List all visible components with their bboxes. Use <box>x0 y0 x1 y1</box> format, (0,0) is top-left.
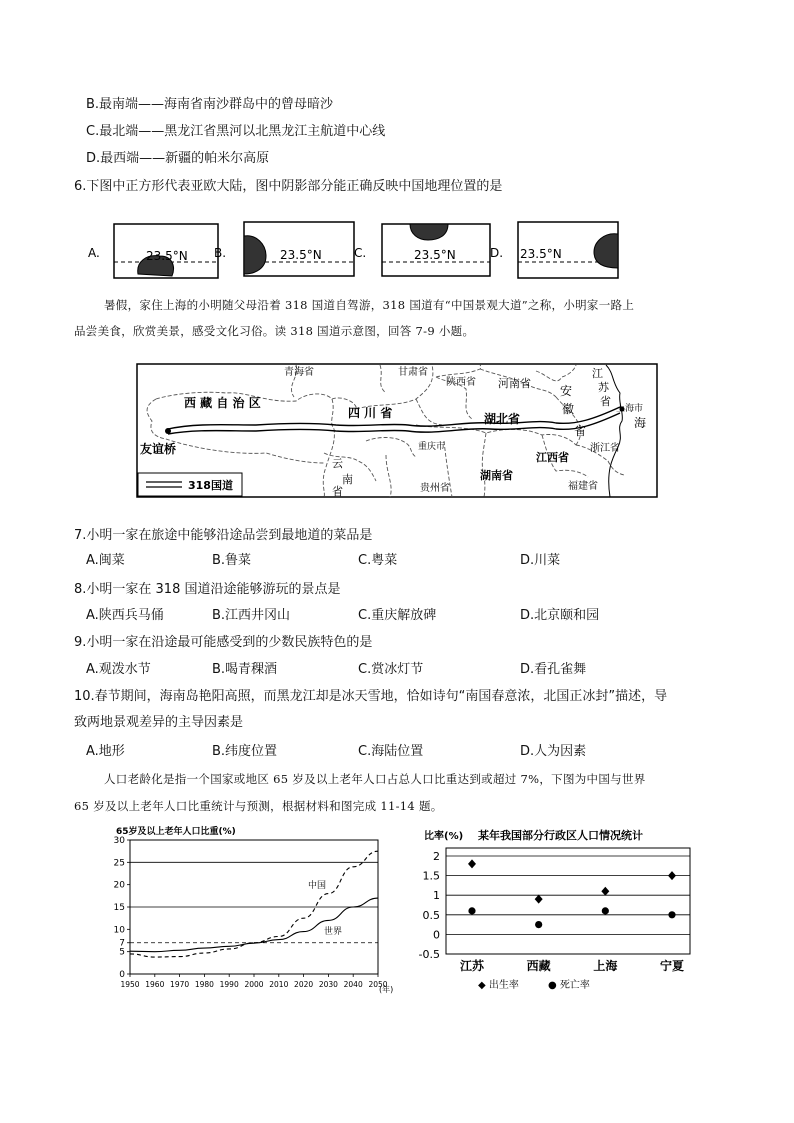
q10-line2: 致两地景观差异的主导因素是 <box>74 715 244 730</box>
legend-label: 318国道 <box>188 479 233 492</box>
q6-figure-b <box>244 222 354 276</box>
chart2-category-label: 西藏 <box>526 959 551 973</box>
chart2-ytick-label: 1 <box>433 889 440 903</box>
chart1-ytick-label: 15 <box>113 903 125 913</box>
q7-stem: 7.小明一家在旅途中能够沿途品尝到最地道的菜品是 <box>74 528 373 543</box>
chart2-birth-point <box>668 871 676 880</box>
map-legend <box>138 473 242 496</box>
q6-b-letter: B. <box>214 246 227 260</box>
label-yunnan-1: 云 <box>332 457 343 470</box>
chart1-xtick-label: 2020 <box>294 980 314 989</box>
q6-d-letter: D. <box>490 246 504 260</box>
label-chongqing: 重庆市 <box>418 442 446 452</box>
chart2-ytick-label: 1.5 <box>422 869 440 883</box>
q9-option-a: A.观泼水节 <box>86 662 151 677</box>
chart1-ytick-label: 30 <box>113 836 125 846</box>
chart1-xtick-label: 2040 <box>343 980 363 989</box>
youyiqiao-point <box>165 428 171 434</box>
q7-option-d: D.川菜 <box>520 553 561 568</box>
chart1-xtick-label: 1980 <box>194 980 214 989</box>
chart2-frame <box>446 848 690 954</box>
q6-figure-d <box>518 222 618 278</box>
label-guizhou: 贵州省 <box>420 483 450 494</box>
chart1-series-world <box>130 898 378 952</box>
label-jiangsu-3: 省 <box>600 395 611 408</box>
intro1-line2: 品尝美食，欣赏美景，感受文化习俗。读 318 国道示意图，回答 7-9 小题。 <box>74 324 475 338</box>
q9-option-c: C.赏冰灯节 <box>358 662 424 677</box>
label-anhui-1: 安 <box>560 384 573 398</box>
q6-a-letter: A. <box>88 246 100 260</box>
population-scatter-chart <box>412 826 702 998</box>
label-shaanxi: 陕西省 <box>446 377 476 388</box>
q10-option-a: A.地形 <box>86 744 125 759</box>
label-sichuan: 四 川 省 <box>348 406 393 420</box>
q8-option-d: D.北京颐和园 <box>520 608 600 623</box>
chart1-xtick-label: 1950 <box>120 980 140 989</box>
label-fujian: 福建省 <box>568 481 598 492</box>
label-jiangsu-1: 江 <box>592 367 603 380</box>
chart2-ytick-label: -0.5 <box>418 948 440 961</box>
label-yunnan-3: 省 <box>332 485 343 498</box>
label-hubei: 湖北省 <box>484 412 521 426</box>
chart2-legend-death: ● 死亡率 <box>548 980 590 991</box>
q6-stem: 6.下图中正方形代表亚欧大陆，图中阴影部分能正确反映中国地理位置的是 <box>74 179 503 194</box>
chart1-ytick-label: 0 <box>119 970 125 980</box>
intro2-line1: 人口老龄化是指一个国家或地区 65 岁及以上老年人口占总人口比重达到或超过 7%，下图为中国与世界 <box>104 772 646 786</box>
label-sea: 海 <box>634 416 647 430</box>
chart1-xtick-label: 2000 <box>244 980 264 989</box>
q6-a-lat: 23.5°N <box>146 249 188 263</box>
chart1-series-label-china: 中国 <box>308 881 327 891</box>
label-gansu: 甘肃省 <box>398 367 428 378</box>
chart2-death-point <box>468 907 475 914</box>
q6-c-lat: 23.5°N <box>414 248 456 262</box>
chart1-ylabel: 65岁及以上老年人口比重(%) <box>116 827 236 837</box>
label-qinghai: 青海省 <box>284 367 314 378</box>
q6-b-lat: 23.5°N <box>280 248 322 262</box>
label-youyiqiao: 友谊桥 <box>140 442 177 456</box>
label-jiangxi: 江西省 <box>536 451 569 464</box>
aging-line-chart <box>110 822 410 997</box>
chart1-xunit: (年) <box>379 985 394 994</box>
q8-option-a: A.陕西兵马俑 <box>86 608 164 623</box>
label-yunnan-2: 南 <box>342 473 353 486</box>
chart2-birth-point <box>601 887 609 896</box>
q7-option-c: C.粤菜 <box>358 553 398 568</box>
chart2-ytick-label: 2 <box>433 850 440 863</box>
chart1-xtick-label: 1960 <box>145 980 165 989</box>
chart1-series-china <box>130 851 378 957</box>
q6-figure-a <box>114 224 218 278</box>
chart1-series-label-world: 世界 <box>324 927 343 937</box>
label-anhui-3: 省 <box>574 424 587 438</box>
label-hunan: 湖南省 <box>480 469 513 482</box>
chart1-xtick-label: 2030 <box>318 980 338 989</box>
chart2-death-point <box>668 911 675 918</box>
chart2-category-label: 宁夏 <box>659 959 685 973</box>
intro2-line2: 65 岁及以上老年人口比重统计与预测，根据材料和图完成 11-14 题。 <box>74 799 443 813</box>
label-zhejiang: 浙江省 <box>590 443 620 454</box>
chart2-category-label: 江苏 <box>459 959 485 973</box>
intro1-line1: 暑假，家住上海的小明随父母沿着 318 国道自驾游，318 国道有“中国景观大道”之称，小明家一路上 <box>104 298 635 312</box>
q9-option-d: D.看孔雀舞 <box>520 662 587 677</box>
chart1-xtick-label: 1970 <box>170 980 190 989</box>
label-henan: 河南省 <box>498 377 531 390</box>
chart2-ytick-label: 0.5 <box>422 908 440 922</box>
chart2-death-point <box>602 907 609 914</box>
chart1-ytick-label: 20 <box>113 880 125 891</box>
label-shanghai-city: 上海市 <box>616 404 644 414</box>
q7-option-a: A.闽菜 <box>86 553 125 568</box>
q10-line1: 10.春节期间，海南岛艳阳高照，而黑龙江却是冰天雪地，恰如诗句“南国春意浓，北国正冰封”描述，导 <box>74 689 668 704</box>
q8-stem: 8.小明一家在 318 国道沿途能够游玩的景点是 <box>74 582 341 597</box>
chart2-ytick-label: 0 <box>433 928 440 942</box>
chart1-ytick-label: 5 <box>119 947 125 958</box>
label-jiangsu-2: 苏 <box>598 381 609 394</box>
chart2-title: 某年我国部分行政区人口情况统计 <box>478 829 643 842</box>
q6-figures <box>80 218 620 280</box>
label-anhui-2: 徽 <box>562 402 575 416</box>
q7-option-b: B.鲁菜 <box>212 553 252 568</box>
label-tibet: 西 藏 自 治 区 <box>184 396 261 410</box>
q5-option-c: C.最北端——黑龙江省黑河以北黑龙江主航道中心线 <box>86 124 386 139</box>
chart2-ylabel: 比率(%) <box>424 831 464 842</box>
q8-option-c: C.重庆解放碑 <box>358 608 437 623</box>
q9-stem: 9.小明一家在沿途最可能感受到的少数民族特色的是 <box>74 635 373 650</box>
chart1-xtick-label: 2010 <box>269 980 289 989</box>
chart2-category-label: 上海 <box>593 959 618 973</box>
chart1-ytick-label: 25 <box>113 858 125 869</box>
chart2-legend-birth: ◆ 出生率 <box>478 980 519 991</box>
q6-figure-c <box>382 224 490 276</box>
chart2-birth-point <box>535 895 543 904</box>
q6-c-letter: C. <box>354 246 367 260</box>
chart2-death-point <box>535 921 542 928</box>
q5-option-d: D.最西端——新疆的帕米尔高原 <box>86 151 270 166</box>
q8-option-b: B.江西井冈山 <box>212 608 291 623</box>
chart1-xtick-label: 1990 <box>219 980 239 989</box>
chart1-ytick-label: 10 <box>113 925 125 936</box>
chart2-birth-point <box>468 859 476 868</box>
q9-option-b: B.喝青稞酒 <box>212 662 278 677</box>
q10-option-b: B.纬度位置 <box>212 744 278 759</box>
q5-option-b: B.最南端——海南省南沙群岛中的曾母暗沙 <box>86 97 334 112</box>
route-318-map <box>136 363 658 498</box>
chart1-xtick-label: 2050 <box>368 980 388 989</box>
chart1-ytick-label: 7 <box>119 938 125 949</box>
q10-option-c: C.海陆位置 <box>358 744 424 759</box>
q6-d-lat: 23.5°N <box>520 247 562 261</box>
q10-option-d: D.人为因素 <box>520 744 587 759</box>
